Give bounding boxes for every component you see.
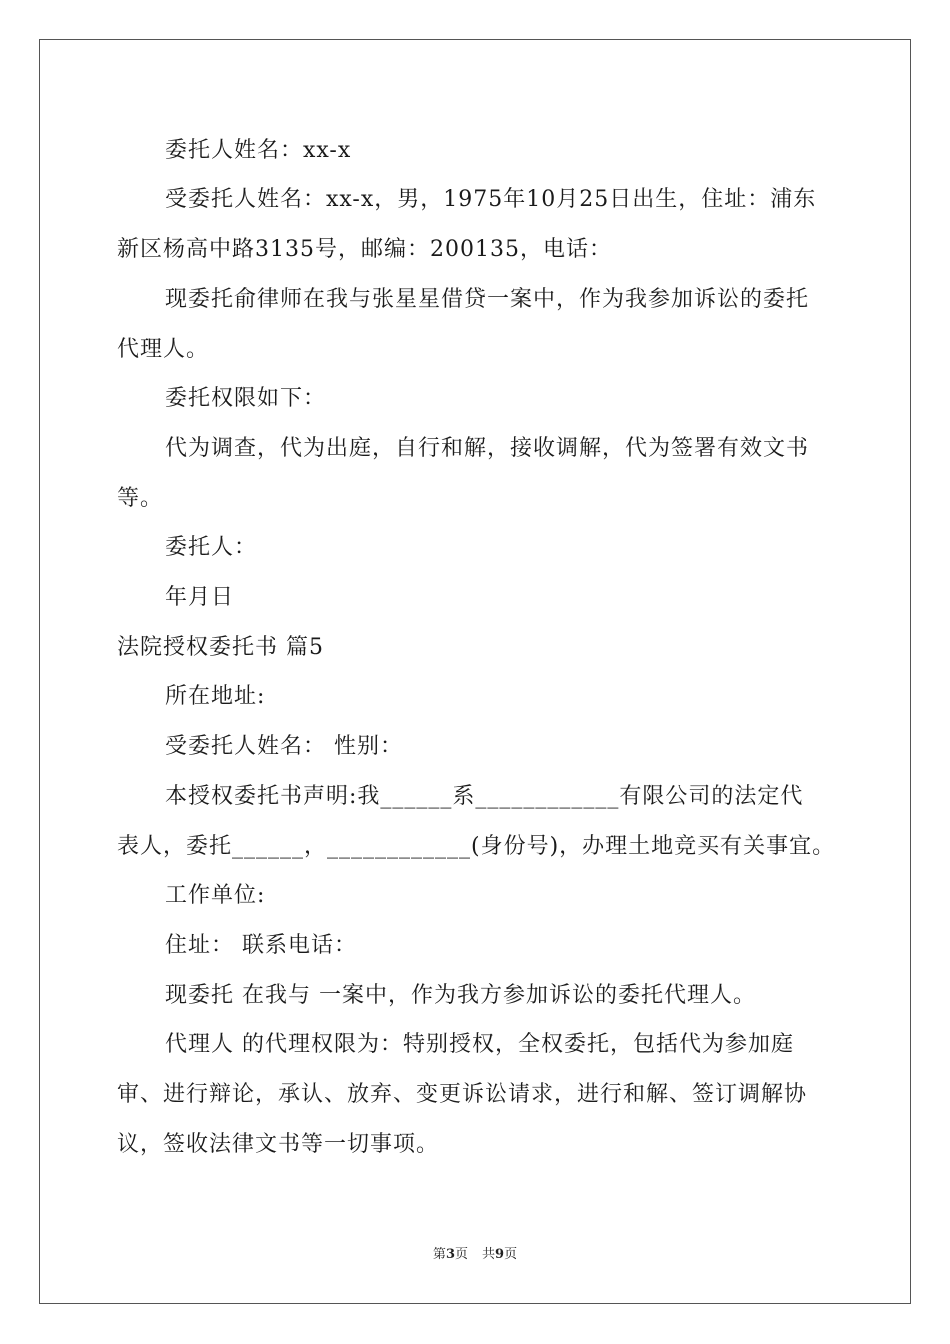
text-line: 现委托 在我与 一案中，作为我方参加诉讼的委托代理人。 (165, 983, 756, 1008)
page-suffix: 页 (454, 1247, 468, 1262)
text-line: 委托权限如下： (165, 386, 327, 411)
text-line: 本授权委托书声明:我______系____________有限公司的法定代 (165, 784, 804, 809)
text-line: 住址： 联系电话： (165, 933, 357, 958)
text-line: 代为调查，代为出庭，自行和解，接收调解，代为签署有效文书 (165, 436, 810, 461)
text-line: 审、进行辩论，承认、放弃、变更诉讼请求，进行和解、签订调解协 (117, 1082, 808, 1107)
text-line: 受委托人姓名： 性别： (165, 734, 403, 759)
text-line: 工作单位: (165, 883, 266, 908)
page-border (39, 39, 911, 1304)
text-line: 新区杨高中路3135号，邮编：200135，电话： (117, 237, 612, 262)
total-prefix: 共 (482, 1247, 496, 1262)
text-line: 表人，委托______，____________(身份号)，办理土地竞买有关事宜。 (117, 834, 836, 859)
page-prefix: 第 (432, 1247, 446, 1262)
text-line: 议，签收法律文书等一切事项。 (117, 1132, 440, 1157)
text-line: 受委托人姓名：xx-x，男，1975年10月25日出生，住址：浦东 (165, 187, 817, 212)
text-line: 等。 (117, 486, 164, 511)
text-line: 年月日 (165, 585, 235, 610)
page-current: 3 (445, 1247, 455, 1262)
page-footer (0, 1247, 950, 1263)
text-line: 委托人姓名：xx-x (165, 138, 352, 163)
page-total: 9 (495, 1247, 505, 1262)
section-heading: 法院授权委托书 篇5 (117, 635, 324, 660)
text-line: 现委托俞律师在我与张星星借贷一案中，作为我参加诉讼的委托 (165, 287, 810, 312)
text-line: 委托人： (165, 535, 258, 560)
total-suffix: 页 (504, 1247, 518, 1262)
text-line: 所在地址: (165, 684, 266, 709)
text-line: 代理人 的代理权限为：特别授权，全权委托，包括代为参加庭 (165, 1032, 794, 1057)
text-line: 代理人。 (117, 337, 210, 362)
